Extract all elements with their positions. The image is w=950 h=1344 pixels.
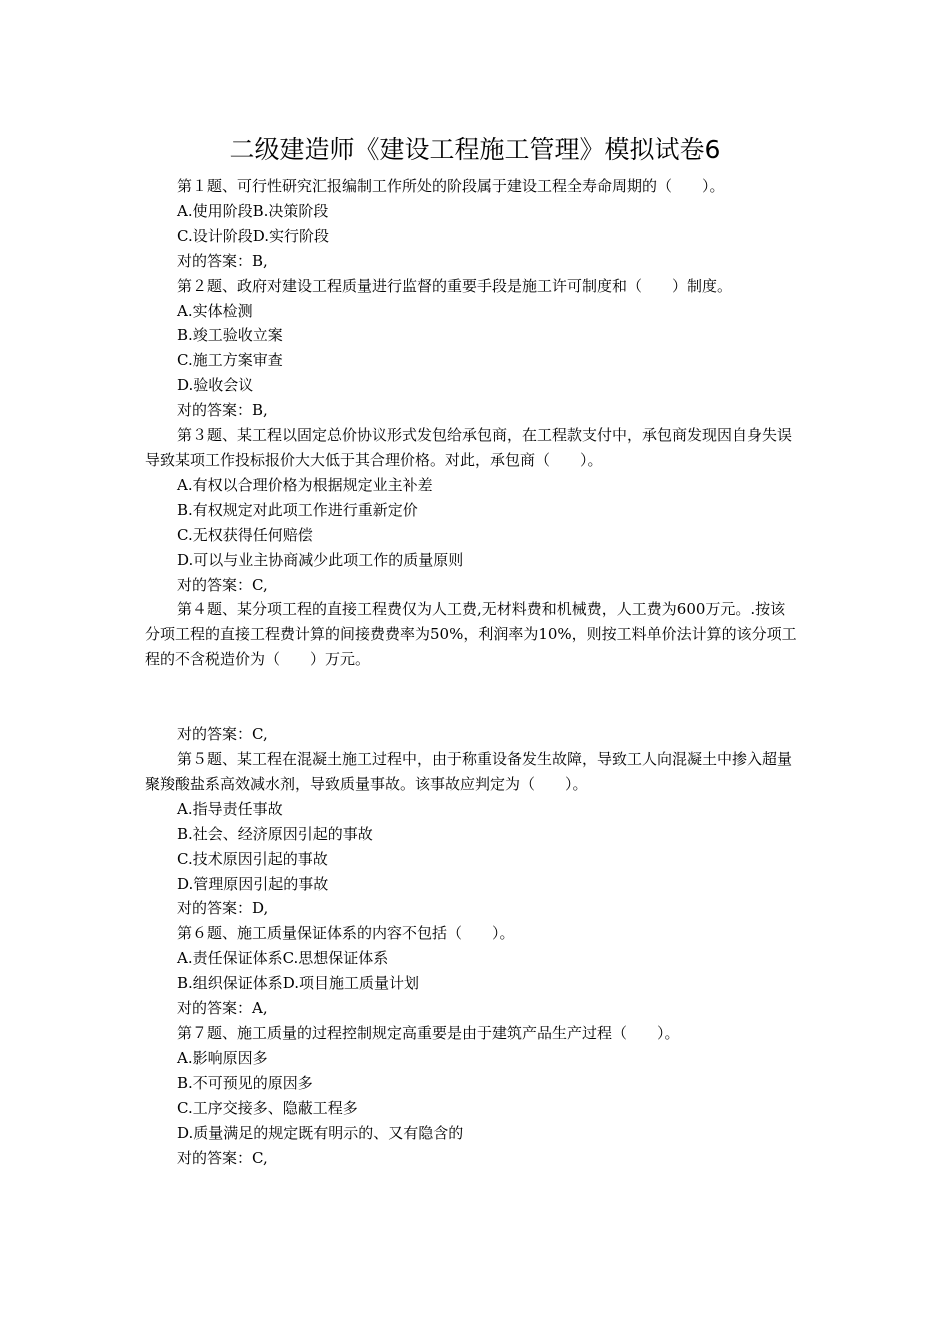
question-answer: 对的答案：C, (177, 575, 268, 594)
question-1 (145, 174, 800, 274)
question-stem: 第７题、施工质量的过程控制规定高重要是由于建筑产品生产过程（ ）。 (177, 1024, 680, 1042)
question-4 (145, 597, 800, 747)
question-answer: 对的答案：B, (177, 251, 268, 270)
question-option: B.组织保证体系D.项目施工质量计划 (177, 974, 420, 993)
question-option: A.实体检测 (177, 301, 253, 320)
question-option: A.使用阶段B.决策阶段 (177, 201, 329, 220)
page-title: 二级建造师《建设工程施工管理》模拟试卷6 (229, 135, 721, 164)
question-answer: 对的答案：C, (177, 725, 268, 744)
question-option: B.有权规定对此项工作进行重新定价 (177, 500, 418, 519)
question-option: D.验收会议 (177, 376, 254, 395)
question-option: C.无权获得任何赔偿 (177, 525, 313, 544)
question-option: A.有权以合理价格为根据规定业主补差 (177, 475, 433, 494)
question-option: C.技术原因引起的事故 (177, 849, 328, 868)
question-option: D.质量满足的规定既有明示的、又有隐含的 (177, 1123, 464, 1142)
question-answer: 对的答案：D, (177, 899, 269, 918)
question-7 (145, 1021, 800, 1170)
question-option: C.设计阶段D.实行阶段 (177, 226, 329, 245)
question-stem: 第１题、可行性研究汇报编制工作所处的阶段属于建设工程全寿命周期的（ ）。 (177, 177, 725, 195)
question-stem: 第３题、某工程以固定总价协议形式发包给承包商，在工程款支付中，承包商发现因自身失误导致某项工作投标报价大大低于其合理价格。对此，承包商（ ）。 (145, 426, 793, 469)
question-stem: 第６题、施工质量保证体系的内容不包括（ ）。 (177, 924, 515, 943)
question-option: B.不可预见的原因多 (177, 1073, 313, 1092)
question-list (145, 174, 800, 1170)
question-answer: 对的答案：C, (177, 1148, 268, 1167)
question-option: B.竣工验收立案 (177, 326, 283, 345)
question-stem: 第２题、政府对建设工程质量进行监督的重要手段是施工许可制度和（ ）制度。 (177, 276, 733, 295)
question-stem: 第４题、某分项工程的直接工程费仅为人工费,无材料费和机械费，人工费为600万元。.按该分项工程的直接工程费计算的间接费费率为50%，利润率为10%，则按工料单价法计算的该分项工程的不含税造价为（ ）万元。 (145, 600, 797, 669)
blank-space (145, 672, 800, 722)
question-stem: 第５题、某工程在混凝土施工过程中，由于称重设备发生故障，导致工人向混凝土中掺入超量聚羧酸盐系高效减水剂，导致质量事故。该事故应判定为（ ）。 (145, 750, 793, 793)
question-option: A.责任保证体系C.思想保证体系 (177, 949, 389, 968)
question-option: C.工序交接多、隐蔽工程多 (177, 1098, 358, 1117)
question-option: B.社会、经济原因引起的事故 (177, 824, 373, 843)
question-5 (145, 747, 800, 921)
question-6 (145, 921, 800, 1021)
question-option: C.施工方案审查 (177, 351, 283, 370)
question-answer: 对的答案：A, (177, 999, 268, 1018)
question-option: A.指导责任事故 (177, 799, 283, 818)
question-option: D.可以与业主协商减少此项工作的质量原则 (177, 550, 464, 569)
question-answer: 对的答案：B, (177, 401, 268, 420)
question-3 (145, 423, 800, 597)
question-2 (145, 274, 800, 423)
question-option: A.影响原因多 (177, 1048, 268, 1067)
question-option: D.管理原因引起的事故 (177, 874, 329, 893)
